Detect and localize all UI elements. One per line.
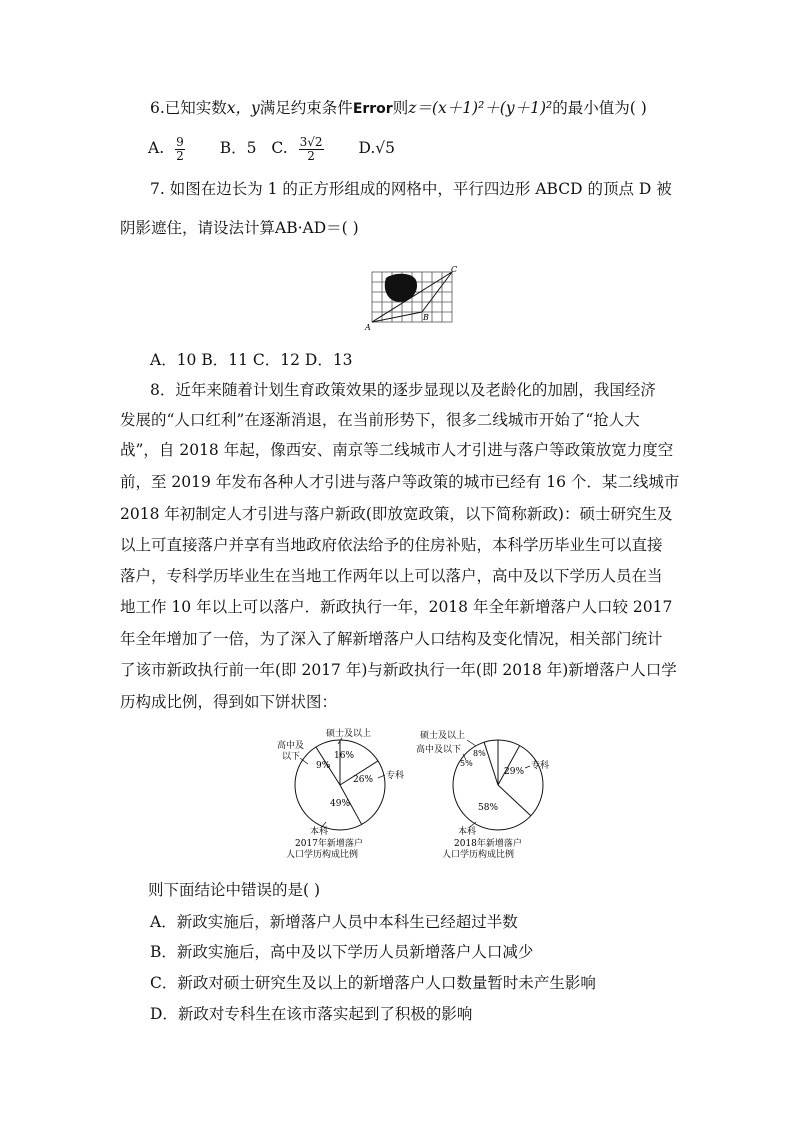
pie-2017-value-college: 26% [353, 775, 374, 785]
pie-2018 [416, 729, 549, 860]
pie-2018-value-college: 29% [504, 767, 525, 777]
label-b: B [423, 313, 429, 322]
q6-mid: 满足约束条件 [259, 99, 353, 117]
q8-line-9: 了该市新政执行前一年(即 2017 年)与新政执行一年(即 2018 年)新增落户人口学 [120, 661, 677, 679]
pie-2017 [277, 727, 404, 860]
q6-option-c-frac [299, 136, 334, 163]
pie-2018-slice-edge-3 [484, 742, 498, 785]
q6-option-c-num: 3√2 [299, 134, 323, 149]
pie-2017-label-bachelor: 本科 [310, 827, 329, 837]
pie-2018-label-master: 硕士及以上 [420, 731, 466, 741]
q6-then: 则 [392, 99, 409, 117]
q8-choice-c: C．新政对硕士研究生及以上的新增落户人口数量暂时未产生影响 [150, 974, 596, 992]
label-c: C [451, 265, 458, 274]
pie-2017-value-high: 9% [316, 761, 331, 771]
q6-option-c-label: C. [271, 139, 288, 157]
pie-2017-value-master: 16% [334, 751, 355, 761]
q8-line-4: 2018 年初制定人才引进与落户新政(即放宽政策，以下简称新政)：硕士研究生及 [120, 505, 673, 523]
label-a: A [365, 323, 371, 332]
q6-options [148, 130, 405, 166]
q7-grid-figure [364, 264, 460, 332]
q6-expression: z＝(x＋1)²＋(y＋1)² [408, 99, 553, 117]
q7-line-2: 阴影遮住，请设法计算AB·AD＝( ) [120, 219, 359, 237]
q6-tail: 的最小值为( ) [552, 99, 647, 117]
pie-2018-label-high: 高中及以下 [416, 745, 462, 755]
q8-line-6: 落户，专科学历毕业生在当地工作两年以上可以落户，高中及以下学历人员在当 [120, 567, 663, 585]
pie-2018-value-high: 5% [460, 759, 473, 768]
q8-choice-d: D．新政对专科生在该市落实起到了积极的影响 [150, 1005, 473, 1023]
pie-2018-slice-edge-2 [498, 785, 531, 816]
q6-option-c-den: 2 [307, 148, 315, 163]
pie-2017-value-bachelor: 49% [330, 799, 351, 809]
q8-line-8: 年全年增加了一倍，为了深入了解新增落户人口结构及变化情况，相关部门统计 [120, 630, 663, 648]
q6-error: Error [352, 101, 393, 117]
pie-2018-label-college: 专科 [531, 761, 550, 771]
pie-2017-caption-1: 2017年新增落户 [295, 839, 363, 849]
q8-line-7: 地工作 10 年以上可以落户．新政执行一年，2018 年全年新增落户人口较 2017 [120, 598, 673, 616]
pie-2018-label-bachelor: 本科 [458, 827, 477, 837]
q8-line-3: 前，至 2019 年发布各种人才引进与落户等政策的城市已经有 16 个．某二线城市 [120, 473, 680, 491]
q6-option-a-den: 2 [176, 148, 184, 163]
pie-2018-caption-1: 2018年新增落户 [454, 839, 522, 849]
q6-option-a [148, 134, 205, 163]
q6-vars: x，y [226, 99, 260, 117]
q7-options: A．10 B．11 C．12 D．13 [150, 351, 353, 369]
pie-2017-label-college: 专科 [386, 771, 405, 781]
pie-charts [270, 724, 570, 864]
q6-option-a-label: A. [148, 139, 165, 157]
q8-line-5: 以上可直接落户并享有当地政府依法给予的住房补贴，本科学历毕业生可以直接 [120, 536, 663, 554]
q6-option-b: B．5 [219, 139, 257, 157]
q8-line-1: 发展的“人口红利”在逐渐消退，在当前形势下，很多二线城市开始了“抢人大 [120, 411, 640, 429]
q8-choice-a: A．新政实施后，新增落户人员中本科生已经超过半数 [150, 913, 518, 931]
q6-option-a-frac [175, 136, 195, 163]
q6-option-a-num: 9 [176, 134, 184, 149]
pie-2017-caption-2: 人口学历构成比例 [286, 850, 359, 860]
pie-2018-value-bachelor: 58% [478, 803, 499, 813]
q8-choice-b: B．新政实施后，高中及以下学历人员新增落户人口减少 [150, 943, 534, 961]
q8-question: 则下面结论中错误的是( ) [148, 881, 321, 899]
pie-2017-label-master: 硕士及以上 [326, 729, 372, 739]
q7-line-1: 7. 如图在边长为 1 的正方形组成的网格中，平行四边形 ABCD 的顶点 D 被 [150, 180, 672, 198]
q6-option-d: D.√5 [358, 139, 396, 157]
pie-2017-label-high-1: 高中及 [277, 741, 305, 751]
pie-2018-value-master: 8% [473, 749, 486, 758]
pie-2018-caption-2: 人口学历构成比例 [442, 850, 515, 860]
q6-prefix: 6.已知实数 [150, 99, 227, 117]
q6-option-c [271, 134, 343, 163]
q8-line-0: 8．近年来随着计划生育政策效果的逐步显现以及老龄化的加剧，我国经济 [150, 381, 656, 399]
q6-stem [150, 96, 647, 121]
q8-line-10: 历构成比例，得到如下饼状图： [120, 693, 338, 711]
pie-2018-slice-edge-1 [498, 746, 520, 785]
pie-2017-label-high-2: 以下 [282, 752, 301, 762]
q8-line-2: 战”，自 2018 年起，像西安、南京等二线城市人才引进与落户等政策放宽力度空 [120, 441, 674, 459]
